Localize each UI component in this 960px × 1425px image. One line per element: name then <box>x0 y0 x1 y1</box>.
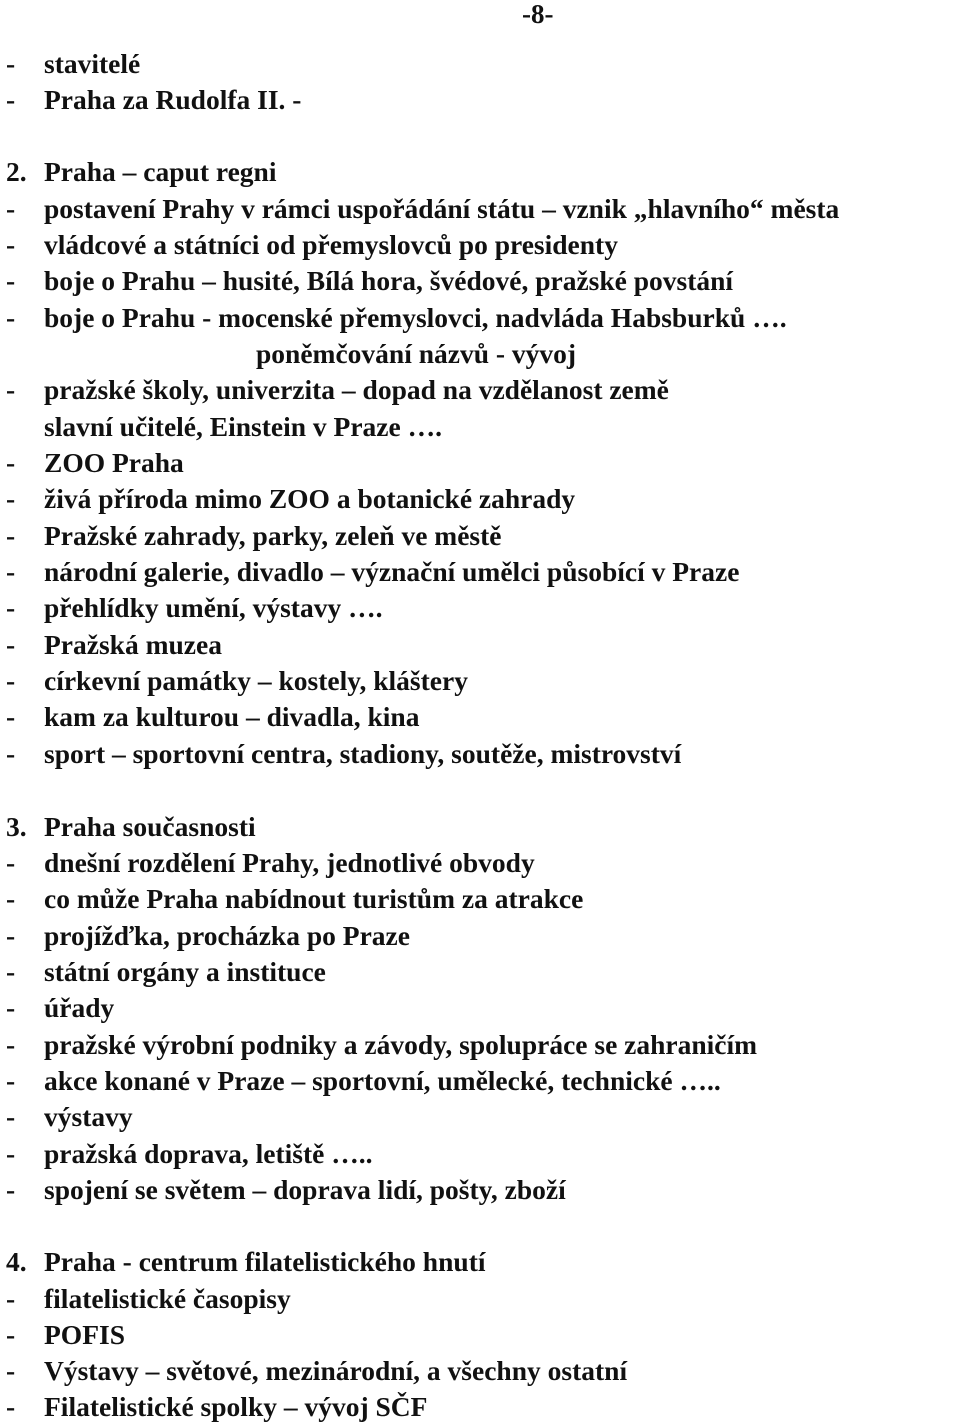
list-item-text: kam za kulturou – divadla, kina <box>44 701 420 732</box>
section-number: 4. <box>6 1246 27 1277</box>
list-item-text: Pražská muzea <box>44 629 222 660</box>
list-item-text: přehlídky umění, výstavy …. <box>44 592 383 623</box>
list-item-text: Pražské zahrady, parky, zeleň ve městě <box>44 520 502 551</box>
list-marker: - <box>6 665 16 696</box>
list-marker: - <box>6 1101 16 1132</box>
list-marker: - <box>6 483 16 514</box>
list-marker: - <box>6 1391 16 1422</box>
list-marker: - <box>6 738 16 769</box>
list-item-text: církevní památky – kostely, kláštery <box>44 665 468 696</box>
list-marker: - <box>6 1029 16 1060</box>
list-item-text: pražské školy, univerzita – dopad na vzdělanost země <box>44 374 669 405</box>
list-item-text: poněmčování názvů - vývoj <box>256 338 577 369</box>
list-marker: - <box>6 1355 16 1386</box>
list-marker: - <box>6 1174 16 1205</box>
section-title: Praha - centrum filatelistického hnutí <box>44 1246 486 1277</box>
list-marker: - <box>6 956 16 987</box>
list-item-text: Filatelistické spolky – vývoj SČF <box>44 1391 428 1422</box>
list-item-text: slavní učitelé, Einstein v Praze …. <box>44 411 442 442</box>
list-marker: - <box>6 592 16 623</box>
list-marker: - <box>6 883 16 914</box>
section-title: Praha současnosti <box>44 811 256 842</box>
list-marker: - <box>6 701 16 732</box>
list-item-text: pražské výrobní podniky a závody, spolupráce se zahraničím <box>44 1029 758 1060</box>
list-item-text: státní orgány a instituce <box>44 956 326 987</box>
section-title: Praha – caput regni <box>44 156 277 187</box>
list-marker: - <box>6 84 16 115</box>
list-marker: - <box>6 302 16 333</box>
list-item-text: dnešní rozdělení Prahy, jednotlivé obvody <box>44 847 535 878</box>
list-item-text: stavitelé <box>44 48 141 79</box>
list-item-text: Praha za Rudolfa II. - <box>44 84 302 115</box>
list-item-text: postavení Prahy v rámci uspořádání státu – vznik „hlavního“ města <box>44 193 840 224</box>
list-marker: - <box>6 992 16 1023</box>
list-marker: - <box>6 629 16 660</box>
list-item-text: sport – sportovní centra, stadiony, soutěže, mistrovství <box>44 738 682 769</box>
list-marker: - <box>6 556 16 587</box>
list-item-text: Výstavy – světové, mezinárodní, a všechny ostatní <box>44 1355 628 1386</box>
list-item-text: akce konané v Praze – sportovní, umělecké, technické ….. <box>44 1065 721 1096</box>
list-marker: - <box>6 1283 16 1314</box>
list-item-text: národní galerie, divadlo – význační umělci působící v Praze <box>44 556 740 587</box>
list-marker: - <box>6 520 16 551</box>
list-marker: - <box>6 1138 16 1169</box>
list-item-text: POFIS <box>44 1319 125 1350</box>
list-marker: - <box>6 447 16 478</box>
list-marker: - <box>6 847 16 878</box>
list-item-text: co může Praha nabídnout turistům za atrakce <box>44 883 584 914</box>
list-item-text: filatelistické časopisy <box>44 1283 291 1314</box>
list-item-text: projížďka, procházka po Praze <box>44 920 410 951</box>
list-marker: - <box>6 265 16 296</box>
list-item-text: vládcové a státníci od přemyslovců po presidenty <box>44 229 618 260</box>
list-item-text: živá příroda mimo ZOO a botanické zahrady <box>44 483 576 514</box>
list-item-text: boje o Prahu - mocenské přemyslovci, nadvláda Habsburků …. <box>44 302 787 333</box>
list-item-text: spojení se světem – doprava lidí, pošty, zboží <box>44 1174 566 1205</box>
list-item-text: ZOO Praha <box>44 447 184 478</box>
section-number: 2. <box>6 156 27 187</box>
list-marker: - <box>6 374 16 405</box>
list-item-text: pražská doprava, letiště ….. <box>44 1138 373 1169</box>
list-marker: - <box>6 48 16 79</box>
section-number: 3. <box>6 811 27 842</box>
page-number: -8- <box>522 0 554 29</box>
list-item-text: boje o Prahu – husité, Bílá hora, švédové, pražské povstání <box>44 265 734 296</box>
list-marker: - <box>6 1319 16 1350</box>
list-marker: - <box>6 193 16 224</box>
list-item-text: úřady <box>44 992 115 1023</box>
list-item-text: výstavy <box>44 1101 133 1132</box>
list-marker: - <box>6 229 16 260</box>
list-marker: - <box>6 920 16 951</box>
list-marker: - <box>6 1065 16 1096</box>
